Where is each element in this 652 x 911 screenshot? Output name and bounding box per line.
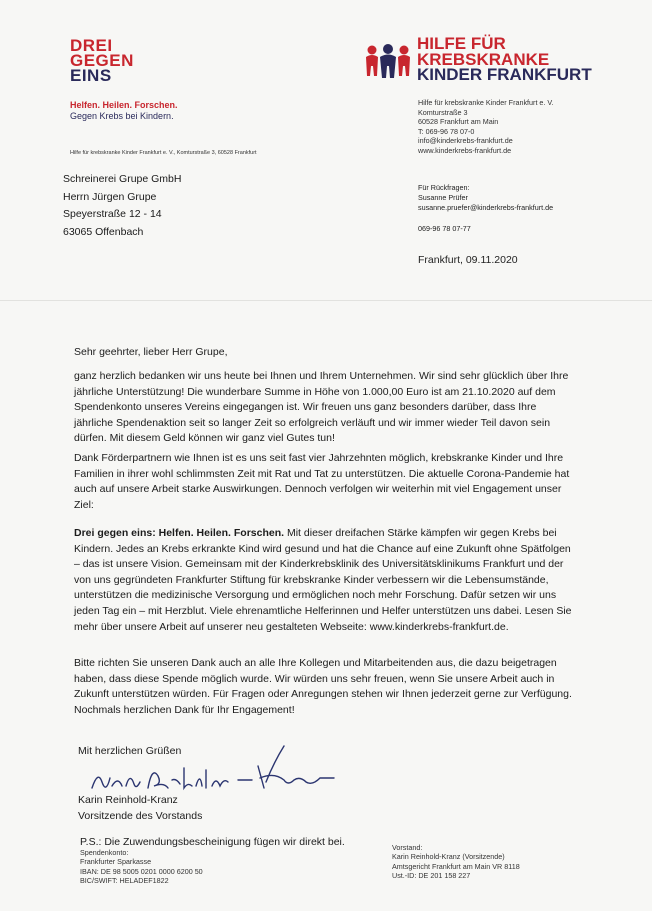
board-details <box>392 843 520 881</box>
logo-line-gegen: GEGEN <box>70 51 134 70</box>
org-phone: T: 069-96 78 07-0 <box>418 126 475 136</box>
paragraph-closing: Bitte richten Sie unseren Dank auch an alle Ihre Kollegen und Mitarbeitenden aus, die dazu beigetragen haben, dass diese Spende möglich wurde. Wir würden uns sehr freuen, wenn Sie unsere Arbeit auch in Zukunft unterstützen würden. Für Fragen oder Anregungen stehen wir Ihnen jederzeit gerne zur Verfügung. Nochmals herzlichen Dank für Ihr Engagement! <box>74 657 572 716</box>
logo-line-eins: EINS <box>70 66 112 85</box>
recipient-street: Speyerstraße 12 - 14 <box>63 208 162 220</box>
org-street: Komturstraße 3 <box>418 107 468 117</box>
bank-iban: IBAN: DE 98 5005 0201 0000 6200 50 <box>80 866 203 876</box>
signer-name: Karin Reinhold-Kranz <box>78 794 178 806</box>
paragraph-mission <box>74 526 574 635</box>
sender-return-address: Hilfe für krebskranke Kinder Frankfurt e. V., Komturstraße 3, 60528 Frankfurt <box>70 150 257 156</box>
signer-title: Vorsitzende des Vorstands <box>78 810 203 822</box>
closing-greeting: Mit herzlichen Grüßen <box>78 745 182 757</box>
logo-tagline: Gegen Krebs bei Kindern. <box>70 111 174 121</box>
contact-email: susanne.pruefer@kinderkrebs-frankfurt.de <box>418 203 554 212</box>
board-label: Vorstand: <box>392 843 423 852</box>
mission-slogan: Drei gegen eins: Helfen. Heilen. Forschen. <box>74 527 285 539</box>
recipient-person: Herrn Jürgen Grupe <box>63 190 157 203</box>
paragraph-thanks: ganz herzlich bedanken wir uns heute bei Ihnen und Ihrem Unternehmen. Wir sind sehr glücklich über Ihre jährliche Unterstützung! Die wunderbare Summe in Höhe von 1.000,00 Euro ist am 21.10.2020 auf dem Spendenkonto unseres Vereins eingegangen ist. Wir freuen uns ganz besonders darüber, dass Ihre jährliche Spendenaktion seit so langer Zeit so erfolgreich verläuft und wir immer wieder Teil davon sein dürfen. Mit diesem Geld können wir ganz viel Gutes tun! <box>74 370 569 445</box>
salutation: Sehr geehrter, lieber Herr Grupe, <box>74 346 228 358</box>
recipient-city: 63065 Offenbach <box>63 225 144 238</box>
organization-address <box>418 98 554 156</box>
contact-block <box>418 183 553 213</box>
fold-line <box>0 300 652 301</box>
children-figures-icon <box>364 44 416 80</box>
contact-name: Susanne Prüfer <box>418 193 468 202</box>
handwritten-signature <box>88 742 348 802</box>
recipient-address <box>63 171 181 241</box>
drei-gegen-eins-logo <box>70 38 134 83</box>
bank-name: Frankfurter Sparkasse <box>80 857 152 867</box>
board-vat: Ust.-ID: DE 201 158 227 <box>392 871 471 881</box>
paragraph-partners: Dank Förderpartnern wie Ihnen ist es uns seit fast vier Jahrzehnten möglich, krebskranke Kinder und Ihre Familien in ihrer wohl schlimmsten Zeit mit Rat und Tat zu unterstützen. Die aktuelle Corona-Pandemie hat auch auf unsere Arbeit starke Auswirkungen. Dennoch verfolgen wir weiterhin mit viel Engagement unser Ziel: <box>74 452 570 511</box>
recipient-company: Schreinerei Grupe GmbH <box>63 173 182 185</box>
logo-line-drei: DREI <box>70 36 113 55</box>
contact-label: Für Rückfragen: <box>418 183 470 192</box>
org-website: www.kinderkrebs-frankfurt.de <box>418 145 512 155</box>
bank-label: Spendenkonto: <box>80 848 129 857</box>
postscript: P.S.: Die Zuwendungsbescheinigung fügen wir direkt bei. <box>80 836 345 848</box>
board-chair: Karin Reinhold-Kranz (Vorsitzende) <box>392 852 505 862</box>
bank-bic: BIC/SWIFT: HELADEF1822 <box>80 876 169 886</box>
org-email: info@kinderkrebs-frankfurt.de <box>418 136 513 146</box>
bank-details <box>80 848 203 886</box>
contact-phone: 069-96 78 07-77 <box>418 224 471 233</box>
letter-date: Frankfurt, 09.11.2020 <box>418 254 518 266</box>
hfk-logo-line1: HILFE FÜR <box>417 34 506 53</box>
org-name: Hilfe für krebskranke Kinder Frankfurt e. V. <box>418 98 554 107</box>
mission-text: Mit dieser dreifachen Stärke kämpfen wir gegen Krebs bei Kindern. Jedes an Krebs erkrankte Kind wird gesund und hat die Chance auf eine Zukunft ohne Spätfolgen – das ist unsere Vision. Gemeinsam mit der Kinderkrebsklinik des Universitätsklinikums Frankfurt und der von uns gegründeten Frankfurter Stiftung für krebskranke Kinder verbessern wir die Lebensumstände, unterstützen die medizinische Versorgung und ermöglichen noch mehr Forschung. Dafür setzen wir uns jeden Tag ein – mit Herzblut. Viele ehrenamtliche Helferinnen und Helfer unterstützen uns dabei. Lesen Sie mehr über unsere Arbeit auf unserer neu gestalteten Webseite: www.kinderkrebs-frankfurt.de. <box>74 527 572 633</box>
board-register: Amtsgericht Frankfurt am Main VR 8118 <box>392 861 520 871</box>
hfk-logo-line3: KINDER FRANKFURT <box>417 65 592 84</box>
logo-slogan: Helfen. Heilen. Forschen. <box>70 100 178 110</box>
hfk-logo-line2: KREBSKRANKE <box>417 50 550 69</box>
org-city: 60528 Frankfurt am Main <box>418 117 499 127</box>
